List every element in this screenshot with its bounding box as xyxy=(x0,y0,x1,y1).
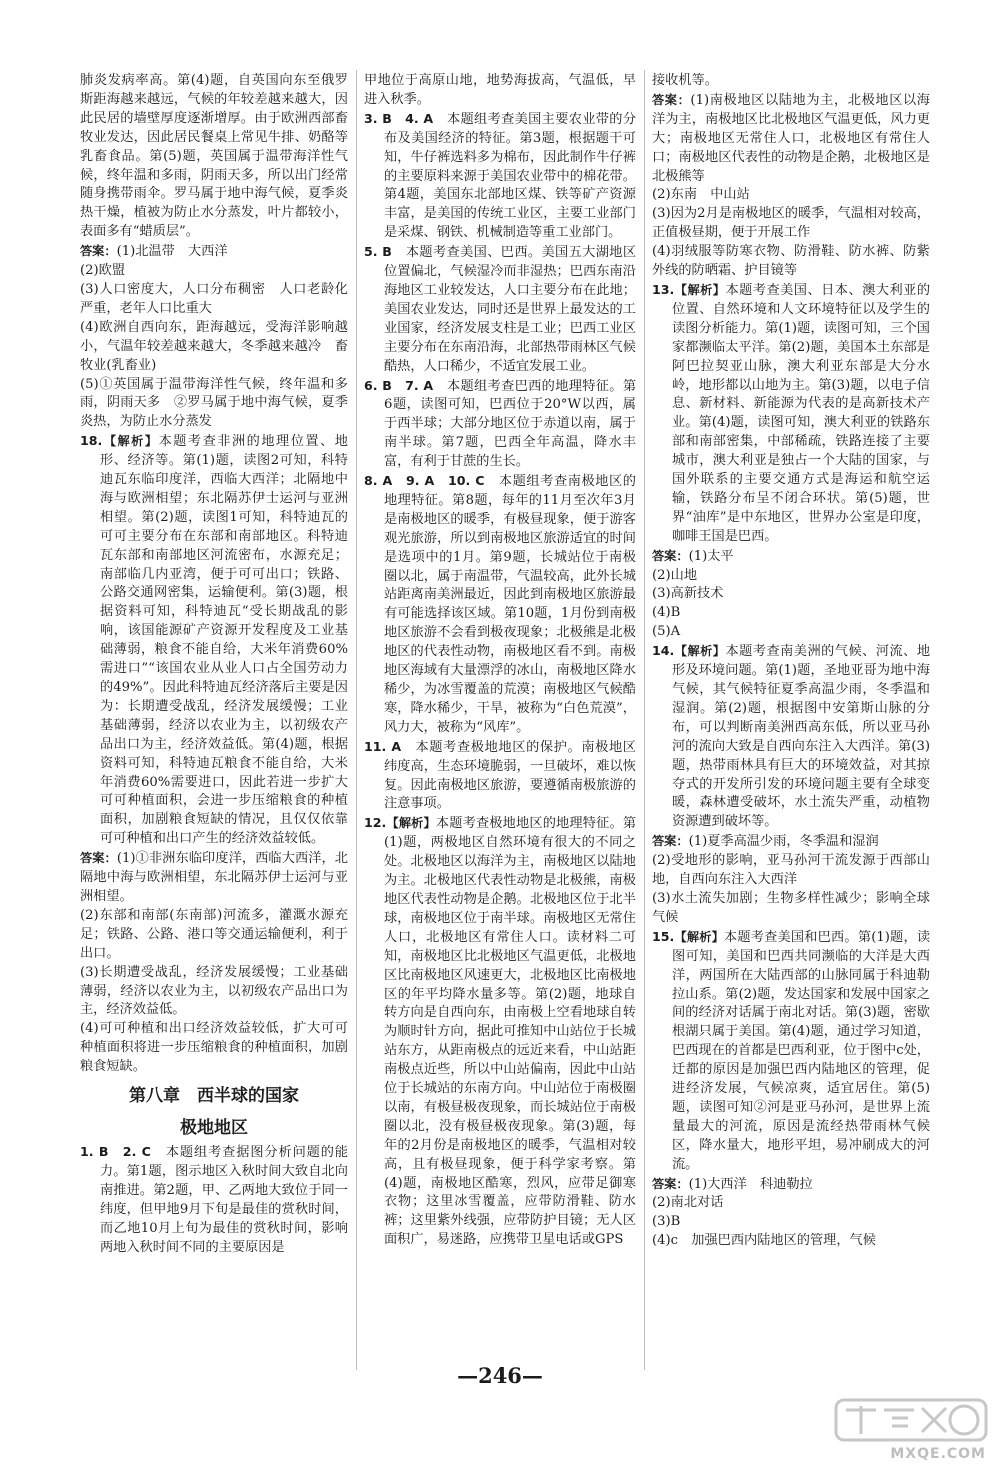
body-text: (2)东部和南部(东南部)河流多，灌溉水源充足；铁路、公路、港口等交通运输便利，利于出口。 xyxy=(80,907,348,961)
body-text: 甲地位于高原山地，地势海拔高，气温低，早进入秋季。 xyxy=(364,73,636,107)
question-block xyxy=(652,928,930,1175)
answer-block xyxy=(80,242,348,262)
body-text: 本题组考查据图分析问题的能力。第1题，图示地区入秋时间大致自北向南推进。第2题，甲、乙两地大致位于同一纬度，但甲地9月下旬是最佳的赏秋时间，而乙地10月上旬为最佳的赏秋时间，影响两地入秋时间不同的主要原因是 xyxy=(100,1145,348,1255)
body-text: (2)东南 中山站 xyxy=(652,187,750,203)
answer-label: 答案： xyxy=(652,1176,689,1191)
text-line xyxy=(652,1232,930,1251)
text-line xyxy=(652,604,930,623)
question-block xyxy=(80,432,348,849)
column-left xyxy=(80,72,348,1257)
answer-block xyxy=(652,832,930,852)
body-text: (2)南北对话 xyxy=(652,1195,724,1211)
body-text: (5)A xyxy=(652,624,681,640)
text-line xyxy=(80,964,348,1021)
body-text: (2)受地形的影响，亚马孙河干流发源于西部山地，自西向东注入大西洋 xyxy=(652,853,930,888)
analysis-label: 【解析】 xyxy=(674,644,726,659)
text-line xyxy=(80,262,348,281)
body-text: 本题组考查南极地区的地理特征。第8题，每年的11月至次年3月是南极地区的暖季，有极昼现象，便于游客观光旅游，所以到南极地区旅游适宜的时间是选项中的1月。第9题，长城站位于南极圈以北，属于南温带，气温较高，此外长城站距离南美洲最近，因此到南极地区旅游最有可能选择该区域。第10题，1月份到南极地区旅游不会看到极夜现象；北极熊是北极地区的代表性动物，南极地区看不到。南极地区海域有大量漂浮的冰山，南极地区降水稀少，为冰雪覆盖的荒漠；南极地区气候酷寒，降水稀少，干旱，被称为“白色荒漠”，风力大，被称为“风库”。 xyxy=(384,474,636,735)
watermark-text: MXQE.COM xyxy=(890,1446,986,1462)
body-text: 本题考查美国、巴西。美国五大湖地区位置偏北，气候湿冷而非湿热；巴西东南沿海地区工业较发达，人口主要分布在此地；美国农业发达，同时还是世界上最发达的工业国家，经济发展支柱是工业；巴西工业区主要分布在东南沿海，北部热带雨林区气候酷热，人口稀少，不适宜发展工业。 xyxy=(384,245,636,374)
page-number: —246— xyxy=(457,1363,543,1388)
body-text: (1)大西洋 科迪勒拉 xyxy=(688,1176,813,1192)
question-number: 15. xyxy=(652,928,675,944)
question-block xyxy=(364,110,636,243)
question-number: 14. xyxy=(652,643,675,659)
question-number: 8. A 9. A 10. C xyxy=(364,473,485,489)
text-line xyxy=(80,376,348,433)
body-text: (1)太平 xyxy=(688,548,734,564)
text-line xyxy=(652,1194,930,1213)
text-line xyxy=(80,1020,348,1077)
answer-label: 答案： xyxy=(652,92,691,107)
body-text: 本题考查美国、日本、澳大利亚的位置、自然环境和人文环境特征以及学生的读图分析能力。第(1)题，读图可知，三个国家都濒临太平洋。第(2)题，美国本土东部是阿巴拉契亚山脉，澳大利亚东部是大分水岭，地形都以山地为主。第(3)题，以电子信息、新材料、新能源为代表的是高新技术产业。第(4)题，读图可知，澳大利亚的铁路东部和南部密集，中部稀疏，铁路连接了主要城市，澳大利亚是独占一个大陆的国家，与国外联系的主要交通方式是海运和航空运输，铁路分布呈不闭合环状。第(5)题，世界“油库”是中东地区，世界办公室是印度，咖啡王国是巴西。 xyxy=(672,282,931,544)
body-text: (1)①非洲东临印度洋，西临大西洋，北隔地中海与欧洲相望，东北隔苏伊士运河与亚洲相望。 xyxy=(80,851,348,904)
body-text: (4)羽绒服等防寒衣物、防滑鞋、防水裤、防紫外线的防晒霜、护目镜等 xyxy=(652,244,930,279)
question-block xyxy=(364,377,636,473)
body-text: (1)南极地区以陆地为主，北极地区以海洋为主，南极地区比北极地区气温更低，风力更大；南极地区无常住人口，北极地区有常住人口；南极地区代表性的动物是企鹅，北极地区是北极熊等 xyxy=(652,92,930,184)
body-text: 本题考查非洲的地理位置、地形、经济等。第(1)题，读图2可知，科特迪瓦东临印度洋，西临大西洋；北隔地中海与欧洲相望；东北隔苏伊士运河与亚洲相望。第(2)题，读图1可知，科特迪瓦的可可主要分布在东部和南部地区。科特迪瓦东部和南部地区河流密布，水源充足；南部临几内亚湾，便于可可出口；铁路、公路交通网密集，运输便利。第(3)题，根据资料可知，科特迪瓦“受长期战乱的影响，该国能源矿产资源开发程度及工业基础薄弱，粮食不能自给，大米年消费60%需进口”“该国农业从业人口占全国劳动力的49%”。因此科特迪瓦经济落后主要是因为：长期遭受战乱，经济发展缓慢；工业基础薄弱，经济以农业为主，以初级农产品出口为主，经济效益低。第(4)题，根据资料可知，科特迪瓦粮食不能自给，大米年消费60%需要进口，因此若进一步扩大可可种植面积，会进一步压缩粮食的种植面积，加剧粮食短缺的情况，且仅仅依靠可可种植和出口产生的经济效益较低。 xyxy=(100,434,348,847)
text-line xyxy=(652,585,930,604)
question-block xyxy=(652,642,930,832)
analysis-label: 【解析】 xyxy=(674,282,726,297)
text-line xyxy=(652,623,930,642)
body-text: (3)高新技术 xyxy=(652,586,724,602)
body-text: (1)北温带 大西洋 xyxy=(116,244,228,260)
answer-block xyxy=(80,849,348,907)
body-text: (3)人口密度大，人口分布稠密 人口老龄化严重，老年人口比重大 xyxy=(80,281,348,316)
question-block xyxy=(364,738,636,815)
body-text: 本题考查南美洲的气候、河流、地形及环境问题。第(1)题，圣地亚哥为地中海气候，其气候特征夏季高温少雨，冬季温和湿润。第(2)题，根据图中安第斯山脉的分布，可以判断南美洲西高东低，所以亚马孙河的流向大致是自西向东注入大西洋。第(3)题，热带雨林具有巨大的环境效益，对其掠夺式的开发所引发的环境问题主要有全球变暖，森林遭受破坏，水土流失严重，动植物资源遭到破坏等。 xyxy=(672,644,931,830)
answer-label: 答案： xyxy=(652,548,689,563)
body-text: (1)夏季高温少雨，冬季温和湿润 xyxy=(688,834,879,850)
body-text: (3)B xyxy=(652,1214,681,1230)
body-text: 本题组考查巴西的地理特征。第6题，读图可知，巴西位于20°W以西，属于西半球；大部分地区位于赤道以南，属于南半球。第7题，巴西全年高温，降水丰富，有利于甘蔗的生长。 xyxy=(384,378,637,470)
body-text: (2)山地 xyxy=(652,567,698,583)
analysis-label: 【解析】 xyxy=(674,929,725,944)
question-number: 13. xyxy=(652,281,675,297)
column-divider xyxy=(356,70,357,1370)
text-line xyxy=(80,72,348,242)
text-line xyxy=(80,319,348,376)
text-line xyxy=(652,567,930,586)
body-text: (3)因为2月是南极地区的暖季，气温相对较高，正值极昼期，便于开展工作 xyxy=(652,206,930,241)
question-number: 11. A xyxy=(364,738,402,754)
body-text: 本题组考查美国主要农业带的分布及美国经济的特征。第3题，根据题干可知，牛仔裤选料多为棉布，因此制作牛仔裤的主要原料来源于美国农业带中的棉花带。第4题，美国东北部地区煤、铁等矿产资源丰富，是美国的传统工业区，主要工业部门是采煤、钢铁、机械制造等重工业部门。 xyxy=(384,111,637,241)
question-block xyxy=(364,472,636,738)
question-block xyxy=(364,243,636,376)
question-number: 5. B xyxy=(364,244,392,260)
analysis-label: 【解析】 xyxy=(102,434,159,449)
question-number: 3. B 4. A xyxy=(364,110,434,126)
answer-label: 答案： xyxy=(80,851,117,866)
question-number: 6. B 7. A xyxy=(364,377,434,393)
text-line xyxy=(652,205,930,243)
text-line xyxy=(652,72,930,91)
text-line xyxy=(652,186,930,205)
question-number: 12. xyxy=(364,815,387,831)
question-block xyxy=(80,1143,348,1257)
text-line xyxy=(652,852,930,890)
body-text: (2)欧盟 xyxy=(80,263,126,279)
answer-block xyxy=(652,1175,930,1195)
column-right xyxy=(652,72,930,1251)
body-text: (5)①英国属于温带海洋性气候，终年温和多雨，阴雨天多 ②罗马属于地中海气候，夏季炎热，为防止水分蒸发 xyxy=(80,376,348,430)
question-block xyxy=(364,814,636,1250)
text-line xyxy=(652,1213,930,1232)
body-text: 肺炎发病率高。第(4)题，自英国向东至俄罗斯距海越来越远，气候的年较差越来越大，因此民居的墙壁厚度逐渐增厚。由于欧洲西部畜牧业发达，因此居民餐桌上常见牛排、奶酪等乳畜食品。第(5)题，英国属于温带海洋性气候，终年温和多雨，阴雨天多，所以出门经常随身携带雨伞。罗马属于地中海气候，夏季炎热干燥，植被为防止水分蒸发，叶片都较小，表面多有“蜡质层”。 xyxy=(80,73,348,240)
text-line xyxy=(364,72,636,110)
column-middle xyxy=(364,72,636,1250)
text-line xyxy=(80,907,348,964)
answer-label: 答案： xyxy=(652,834,689,849)
body-text: (3)长期遭受战乱，经济发展缓慢；工业基础薄弱，经济以农业为主，以初级农产品出口为主，经济效益低。 xyxy=(80,964,348,1018)
chapter-heading: 第八章 西半球的国家 xyxy=(129,1086,299,1107)
question-number: 1. B 2. C xyxy=(80,1144,151,1160)
body-text: 本题考查美国和巴西。第(1)题，读图可知，美国和巴西共同濒临的大洋是大西洋，两国所在大陆西部的山脉同属于科迪勒拉山系。第(2)题，发达国家和发展中国家之间的经济对话属于南北对话。第(3)题，密歇根湖只属于美国。第(4)题，通过学习知道，巴西现在的首都是巴西利亚，位于图中c处，迁都的原因是加强巴西内陆地区的管理，促进经济发展，气候凉爽，适宜居住。第(5)题，读图可知②河是亚马孙河，是世界上流量最大的河流，原因是流经热带雨林气候区，降水量大，地形平坦，易冲刷成大的河流。 xyxy=(672,929,931,1172)
watermark-logo xyxy=(796,1396,992,1466)
body-text: 本题考查极地地区的保护。南极地区纬度高，生态环境脆弱，一旦破坏，难以恢复。因此南极地区旅游，要遵循南极旅游的注意事项。 xyxy=(384,739,636,812)
question-number: 18. xyxy=(80,433,103,449)
question-block xyxy=(652,281,930,547)
body-text: (4)B xyxy=(652,605,681,621)
body-text: (4)可可种植和出口经济效益较低，扩大可可种植面积将进一步压缩粮食的种植面积，加剧粮食短缺。 xyxy=(80,1021,348,1075)
answer-label: 答案： xyxy=(80,244,117,259)
text-line xyxy=(652,890,930,928)
chapter-heading: 极地地区 xyxy=(180,1118,248,1139)
body-text: (4)c 加强巴西内陆地区的管理，气候 xyxy=(652,1233,876,1249)
body-text: 本题考查极地地区的地理特征。第(1)题，两极地区自然环境有很大的不同之处。北极地区以海洋为主，南极地区以陆地为主。北极地区代表性动物是北极熊，南极地区代表性动物是企鹅。北极地区位于北半球，南极地区位于南半球。南极地区无常住人口，北极地区有常住人口。读材料二可知，南极地区比北极地区气温更低，北极地区比南极地区风速更大，北极地区比南极地区的年平均降水量多等。第(2)题，地球自转方向是自西向东，由南极上空看地球自转为顺时针方向，据此可推知中山站位于长城站东方，从距南极点的远近来看，中山站距南极点近些，所以中山站偏南，因此中山站位于长城站的东南方向。中山站位于南极圈以南，有极昼极夜现象，而长城站位于南极圈以北，没有极昼极夜现象。第(3)题，每年的2月份是南极地区的暖季，气温相对较高，且有极昼现象，便于科学家考察。第(4)题，南极地区酷寒，烈风，应带足御寒衣物；这里冰雪覆盖，应带防滑鞋、防水裤；这里紫外线强，应带防护目镜；无人区面积广，易迷路，应携带卫星电话或GPS xyxy=(384,816,637,1248)
answer-block xyxy=(652,547,930,567)
text-line xyxy=(652,243,930,281)
column-divider xyxy=(644,70,645,1370)
body-text: 接收机等。 xyxy=(652,73,718,88)
analysis-label: 【解析】 xyxy=(386,816,436,831)
body-text: (3)水土流失加剧；生物多样性减少；影响全球气候 xyxy=(652,890,930,925)
body-text: (4)欧洲自西向东，距海越远，受海洋影响越小，气温年较差越来越大，冬季越来越冷 畜牧业(乳畜业) xyxy=(80,319,348,373)
text-line xyxy=(80,281,348,319)
answer-block xyxy=(652,91,930,187)
